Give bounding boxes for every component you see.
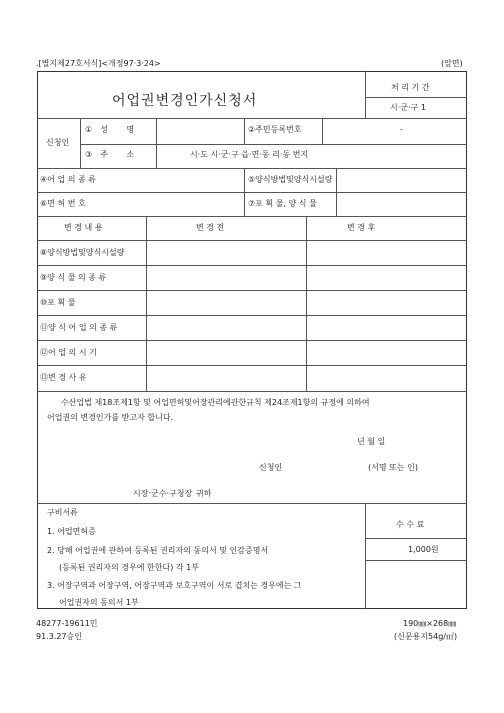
signature-note: (서명 또는 인) xyxy=(368,463,418,472)
application-date: 년 월 일 xyxy=(357,437,386,446)
footer-paper-size: 190㎜×268㎜ xyxy=(403,619,457,628)
processing-period-label: 처 리 기 간 xyxy=(391,83,430,92)
recipient: 시장·군수·구청장 xyxy=(133,489,193,498)
change-row-label: ⑧양식방법및양식시설량 xyxy=(40,248,125,257)
change-before-header: 변 경 전 xyxy=(196,223,225,232)
honorific: 귀하 xyxy=(196,489,212,498)
change-row-label: ⑬변 경 사 유 xyxy=(40,373,87,382)
change-row-label: ⑪양 식 어 업 의 종 류 xyxy=(40,323,118,332)
resident-id-label: ②주민등록번호 xyxy=(248,125,302,134)
form-number: .[별지제27호서식]<개정97·3·24> xyxy=(36,59,161,68)
change-content-header: 변 경 내 용 xyxy=(64,223,103,232)
fishery-type-label: ④어 업 의 종 류 xyxy=(40,175,96,184)
document-item: 어업권자의 동의서 1부 xyxy=(59,598,139,607)
change-row-label: ⑩포 획 물 xyxy=(40,298,76,307)
footer-paper-type: (신문용지54g/㎡) xyxy=(394,632,458,641)
document-item: 2. 당해 어업권에 관하여 등록된 권리자의 동의서 및 인감증명서 xyxy=(47,546,269,555)
footer-approval: 91.3.27승인 xyxy=(36,632,82,641)
change-after-header: 변 경 후 xyxy=(347,223,376,232)
catch-species-label: ⑦포 획 물, 양 식 물 xyxy=(248,199,317,208)
page-side-label: (앞면) xyxy=(441,59,463,68)
change-row-label: ⑨양 식 물 의 종 류 xyxy=(40,273,107,282)
applicant-section-label: 신청인 xyxy=(46,138,70,147)
change-row-label: ⑫어 업 의 시 기 xyxy=(40,348,97,357)
name-label: ①성 명 xyxy=(85,125,143,134)
document-item: 1. 어업면허증 xyxy=(47,527,96,536)
form-title: 어업권변경인가신청서 xyxy=(112,93,258,109)
footer-code: 48277-19611민 xyxy=(36,619,98,628)
applicant-sign-label: 신청인 xyxy=(259,463,283,472)
processing-period-value: 시·군·구 1 xyxy=(390,103,426,112)
address-label: ③주 소 xyxy=(85,150,143,159)
fee-label: 수 수 료 xyxy=(396,520,425,529)
document-item: (등록된 권리자의 경우에 한한다) 각 1부 xyxy=(59,563,199,572)
statement-line-2: 어업권의 변경인가를 받고자 합니다. xyxy=(47,413,174,422)
method-facility-label: ⑤양식방법및양식시설량 xyxy=(248,175,333,184)
document-item: 3. 어장구역과 어장구역, 어장구역과 보호구역이 서로 겹치는 경우에는 그 xyxy=(47,581,302,590)
resident-id-dash: - xyxy=(400,125,403,134)
license-number-label: ⑥면 허 번 호 xyxy=(40,199,86,208)
documents-label: 구비서류 xyxy=(47,508,78,517)
address-value: 시·도 시·군·구 읍·면·동 리·동 번지 xyxy=(190,150,309,159)
statement-line-1: 수산업법 제18조제1항 및 어업면허및어장관리에관한규칙 제24조제1항의 규정에 의하여 xyxy=(61,398,370,407)
fee-value: 1,000원 xyxy=(408,545,439,554)
